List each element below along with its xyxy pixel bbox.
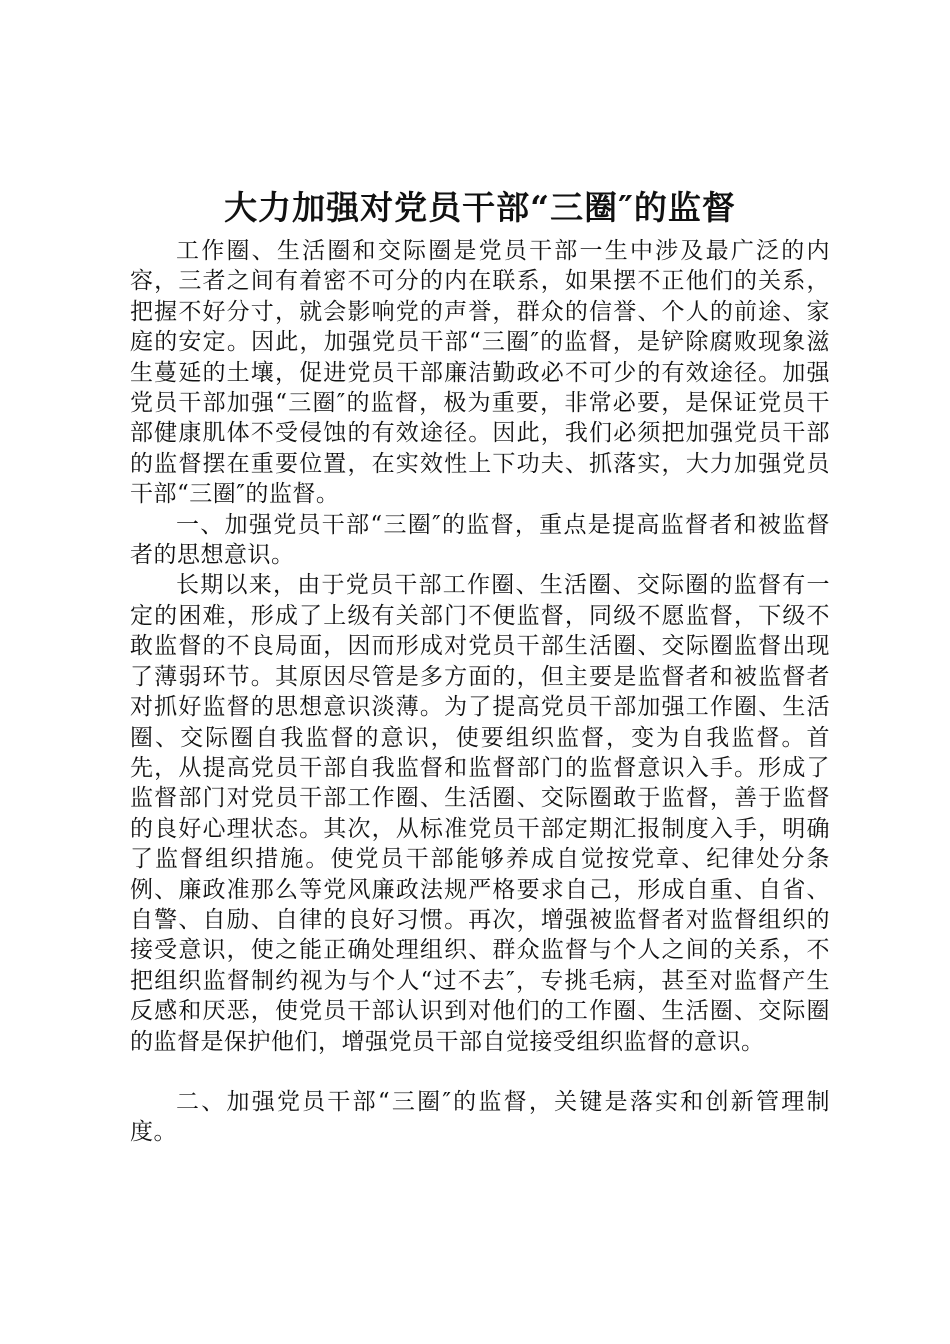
section-heading-two: 二、加强党员干部“三圈″的监督，关键是落实和创新管理制度。 (130, 1088, 830, 1146)
paragraph-spacer (130, 1057, 830, 1087)
paragraph-section-one: 长期以来，由于党员干部工作圈、生活圈、交际圈的监督有一定的困难，形成了上级有关部门不便监督，同级不愿监督，下级不敢监督的不良局面，因而形成对党员干部生活圈、交际圈监督出现了薄弱环节。其原因尽管是多方面的，但主要是监督者和被监督者对抓好监督的思想意识淡薄。为了提高党员干部加强工作圈、生活圈、交际圈自我监督的意识，使要组织监督，变为自我监督。首先，从提高党员干部自我监督和监督部门的监督意识入手。形成了监督部门对党员干部工作圈、生活圈、交际圈敢于监督，善于监督的良好心理状态。其次，从标准党员干部定期汇报制度入手，明确了监督组织措施。使党员干部能够养成自觉按党章、纪律处分条例、廉政准那么等党风廉政法规严格要求自己，形成自重、自省、自警、自励、自律的良好习惯。再次，增强被监督者对监督组织的接受意识，使之能正确处理组织、群众监督与个人之间的关系，不把组织监督制约视为与个人“过不去″，专挑毛病，甚至对监督产生反感和厌恶，使党员干部认识到对他们的工作圈、生活圈、交际圈的监督是保护他们，增强党员干部自觉接受组织监督的意识。 (130, 572, 830, 1055)
document-title: 大力加强对党员干部“三圈″的监督 (224, 188, 736, 227)
paragraph-intro: 工作圈、生活圈和交际圈是党员干部一生中涉及最广泛的内容，三者之间有着密不可分的内在联系，如果摆不正他们的关系，把握不好分寸，就会影响党的声誉，群众的信誉、个人的前途、家庭的安定。因此，加强党员干部“三圈″的监督，是铲除腐败现象滋生蔓延的土壤，促进党员干部廉洁勤政必不可少的有效途径。加强党员干部加强“三圈″的监督，极为重要，非常必要，是保证党员干部健康肌体不受侵蚀的有效途径。因此，我们必须把加强党员干部的监督摆在重要位置，在实效性上下功夫、抓落实，大力加强党员干部“三圈″的监督。 (130, 238, 830, 508)
document-body (130, 236, 830, 1148)
section-heading-one: 一、加强党员干部“三圈″的监督，重点是提高监督者和被监督者的思想意识。 (130, 511, 830, 569)
